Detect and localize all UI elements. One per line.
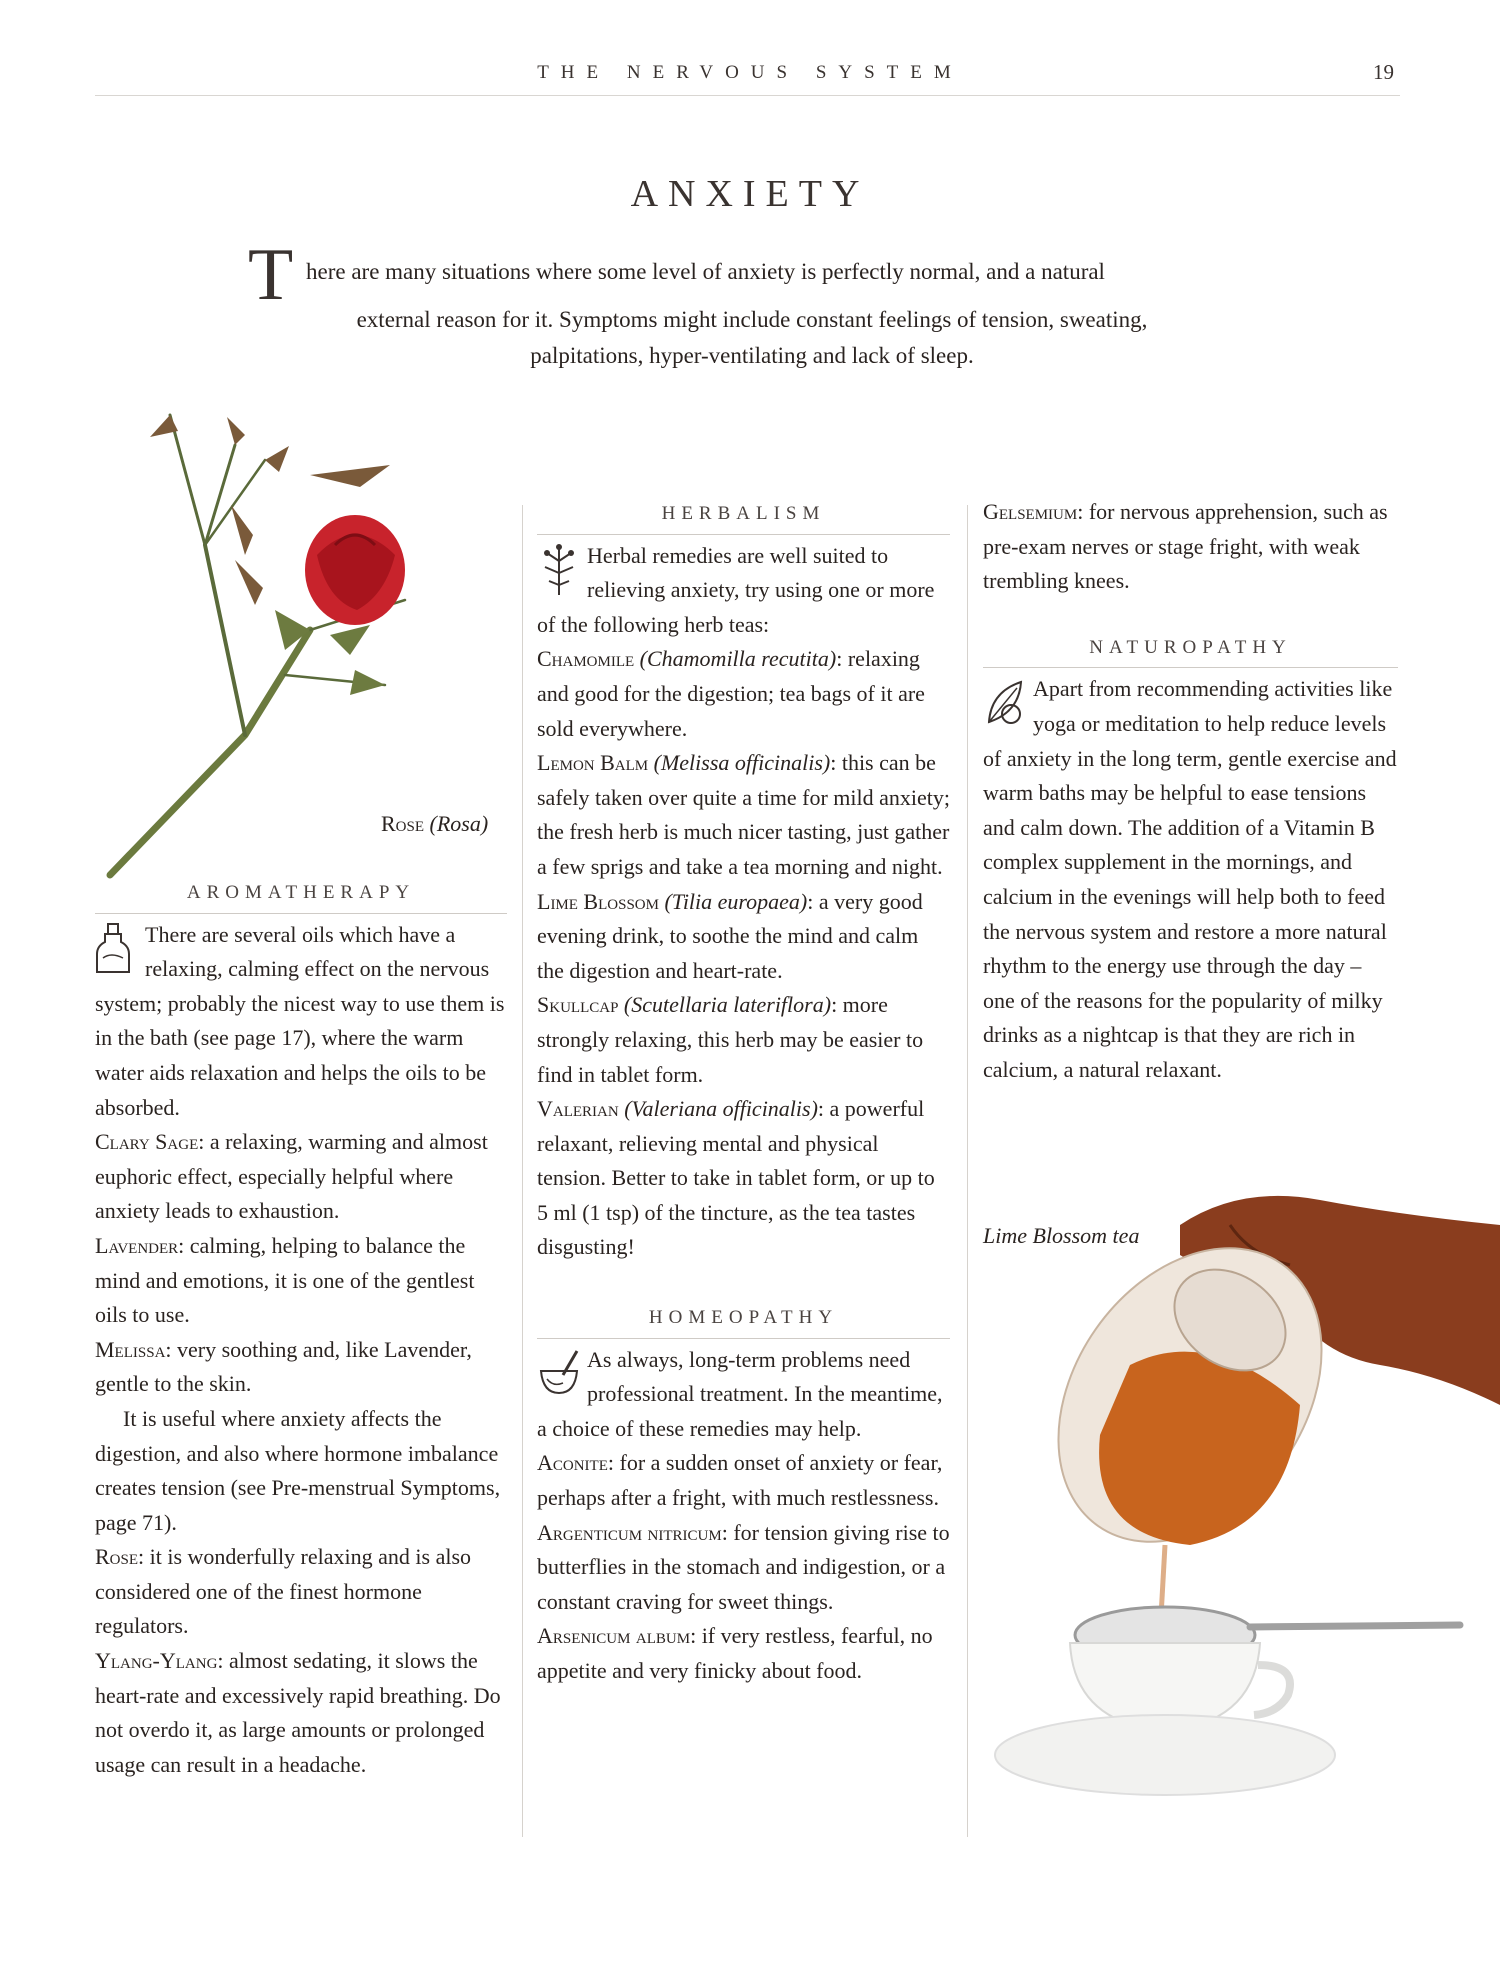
homeopathy-entry: Aconite: for a sudden onset of anxiety or fear, perhaps after a fright, with much restlessness. [537,1450,943,1511]
herbalism-entry: Valerian (Valeriana officinalis): a powerful relaxant, relieving mental and physical tension. Better to take in tablet form, or up to 5 ml (1 tsp) of the tincture, as the tea tastes disgusting! [537,1096,935,1260]
intro-line-3: palpitations, hyper-ventilating and lack of sleep. [530,343,974,368]
herbalism-entry: Skullcap (Scutellaria lateriflora): more strongly relaxing, this herb may be easier to find in tablet form. [537,992,924,1087]
aromatherapy-entry: Melissa: very soothing and, like Lavender, gentle to the skin. [95,1336,472,1397]
homeopathy-heading: HOMEOPATHY [537,1301,950,1339]
aromatherapy-entry: Lavender: calming, helping to balance the mind and emotions, it is one of the gentlest oils to use. [95,1232,475,1328]
aromatherapy-para: It is useful where anxiety affects the digestion, and also where hormone imbalance creates tension (see Pre-menstrual Symptoms, page 71). [95,1405,501,1535]
page-title: ANXIETY [630,173,870,215]
intro-paragraph [252,248,1252,374]
aromatherapy-entry: Rose: it is wonderfully relaxing and is also considered one of the finest hormone regulators. [95,1544,472,1639]
homeopathy-intro: As always, long-term problems need professional treatment. In the meantime, a choice of these remedies may help. [537,1346,943,1441]
homeopathy-entry: Arsenicum album: if very restless, fearful, no appetite and very finicky about food. [537,1623,933,1683]
running-head: THE NERVOUS SYSTEM [537,62,963,83]
header-rule [95,95,1400,96]
aromatherapy-column [95,876,507,1782]
naturopathy-heading: NATUROPATHY [983,631,1398,669]
rose-caption [381,811,488,837]
tea-caption: Lime Blossom tea [983,1223,1140,1248]
herbalism-heading: HERBALISM [537,497,950,535]
column-rule-2 [967,505,968,1837]
aromatherapy-entry: Clary Sage: a relaxing, warming and almost euphoric effect, especially helpful where anxiety leads to exhaustion. [95,1129,488,1224]
herb-plant-icon [537,541,581,597]
tea-illustration [990,1165,1500,1830]
aromatherapy-entry: Ylang-Ylang: almost sedating, it slows the heart-rate and excessively rapid breathing. Do not overdo it, as large amounts or prolonged usage can result in a headache. [95,1648,501,1777]
herbalism-intro: Herbal remedies are well suited to relieving anxiety, try using one or more of the following herb teas: [537,542,935,637]
page-number: 19 [1373,60,1394,84]
herbalism-column [537,497,950,1689]
drop-cap: T [248,234,294,316]
homeopathy-entry: Argenticum nitricum: for tension giving rise to butterflies in the stomach and indigestion, or a constant craving for sweet things. [537,1519,950,1614]
intro-line-2: external reason for it. Symptoms might include constant feelings of tension, sweating, [356,307,1148,332]
leaf-icon [983,674,1027,730]
naturopathy-text: Apart from recommending activities like yoga or meditation to help reduce levels of anxiety in the long term, gentle exercise and warm baths may be helpful to ease tensions and calm down. The addition of a Vitamin B complex supplement in the mornings, and calcium in the evenings will help both to feed the nervous system and restore a more natural rhythm to the energy use through the day – one of the reasons for the popularity of milky drinks as a nightcap is that they are rich in calcium, a natural relaxant. [983,676,1397,1082]
aromatherapy-intro: There are several oils which have a relaxing, calming effect on the nervous system; probably the nicest way to use them is in the bath (see page 17), where the warm water aids relaxation and helps the oils to be absorbed. [95,921,505,1120]
herbalism-entry: Chamomile (Chamomilla recutita): relaxing and good for the digestion; tea bags of it are sold everywhere. [537,646,925,741]
aromatherapy-heading: AROMATHERAPY [95,876,507,914]
herbalism-entry: Lime Blossom (Tilia europaea): a very good evening drink, to soothe the mind and calm the digestion and heart-rate. [537,888,923,983]
naturopathy-column [983,495,1398,1088]
mortar-pestle-icon [537,1345,581,1401]
intro-line-1: here are many situations where some level of anxiety is perfectly normal, and a natural [306,259,1105,284]
rose-caption-latin: (Rosa) [429,811,489,836]
homeopathy-entry: Gelsemium: for nervous apprehension, such as pre-exam nerves or stage fright, with weak trembling knees. [983,499,1388,594]
column-rule-1 [522,505,523,1837]
oil-bottle-icon [95,920,139,976]
herbalism-entry: Lemon Balm (Melissa officinalis): this can be safely taken over quite a time for mild anxiety; the fresh herb is much nicer tasting, just gather a few sprigs and take a tea morning and night. [537,750,950,879]
rose-caption-name: Rose [381,811,425,836]
